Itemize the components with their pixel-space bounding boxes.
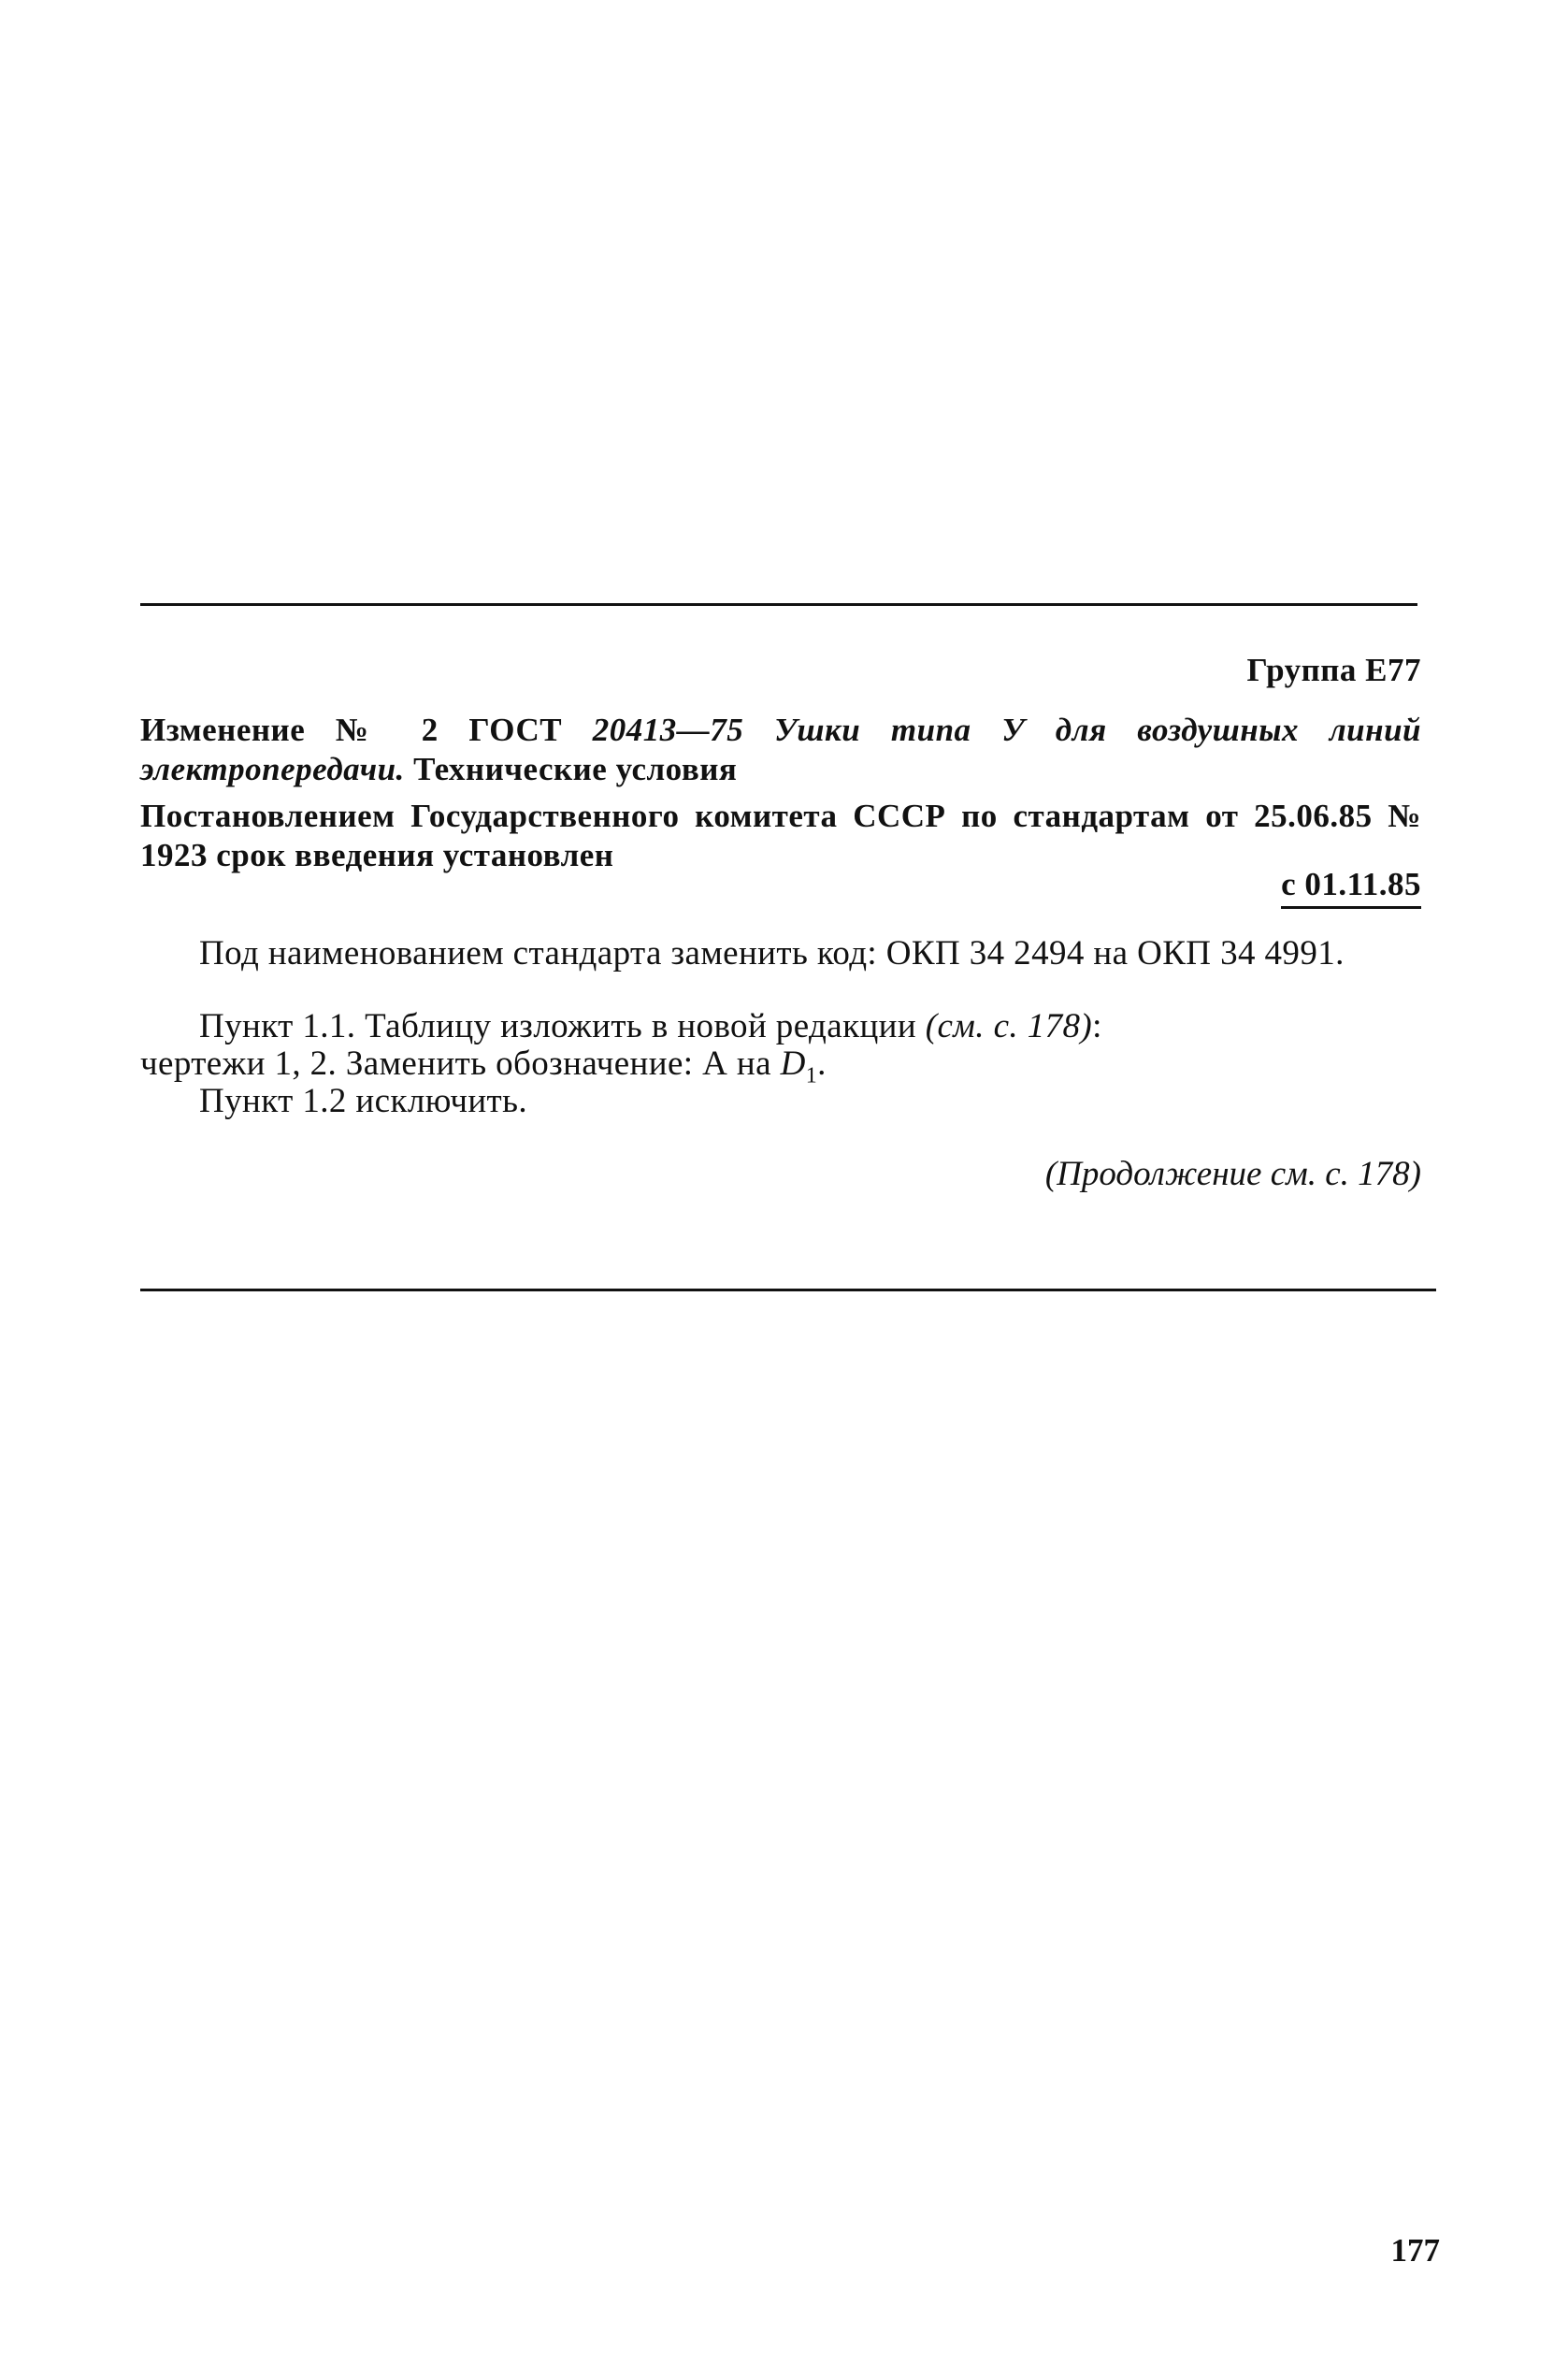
top-rule — [140, 603, 1417, 606]
continuation-text: (Продолжение см. с. 178) — [1044, 1155, 1421, 1193]
decree-sentence: Постановлением Государственного комитета СССР по стандартам от 25.06.85 № 1923 срок введения установлен — [140, 798, 1421, 873]
drawing-replacement-text: чертежи 1, 2. Заменить обозначение: А на — [140, 1045, 781, 1083]
change-title — [140, 711, 1421, 789]
symbol-d: D — [780, 1045, 806, 1083]
paragraph-point-1-1 — [140, 1007, 1421, 1088]
continuation-note — [140, 1154, 1421, 1194]
paragraph-okp-text: Под наименованием стандарта заменить код: ОКП 34 2494 на ОКП 34 4991. — [199, 934, 1345, 973]
standard-number: 20413—75 — [592, 712, 744, 748]
effective-date — [140, 865, 1421, 909]
group-text: Группа Е77 — [1246, 652, 1421, 688]
group-label — [140, 651, 1421, 690]
decree-text — [140, 797, 1421, 875]
standard-title: Ушки типа У для воздушных линий электропередачи. — [140, 712, 1421, 787]
effective-date-value: с 01.11.85 — [1281, 865, 1421, 909]
symbol-subscript: 1 — [805, 1063, 818, 1088]
point-1-1-text: Пункт 1.1. Таблицу изложить в новой редакции — [199, 1007, 926, 1045]
paragraph-point-1-1-line-1 — [140, 1008, 1421, 1045]
change-prefix: Изменение № 2 ГОСТ — [140, 712, 593, 748]
point-1-1-colon: : — [1092, 1007, 1102, 1045]
paragraph-okp-code — [140, 935, 1421, 973]
paragraph-point-1-1-line-2 — [140, 1045, 1421, 1088]
page-reference: (см. с. 178) — [925, 1007, 1093, 1045]
point-1-2-text: Пункт 1.2 исключить. — [199, 1082, 528, 1120]
page-number: 177 — [1390, 2232, 1440, 2269]
paragraph-point-1-2 — [140, 1083, 1421, 1120]
standard-subtitle: Технические условия — [404, 751, 738, 787]
bottom-rule — [140, 1289, 1436, 1291]
sentence-end: . — [817, 1045, 827, 1083]
